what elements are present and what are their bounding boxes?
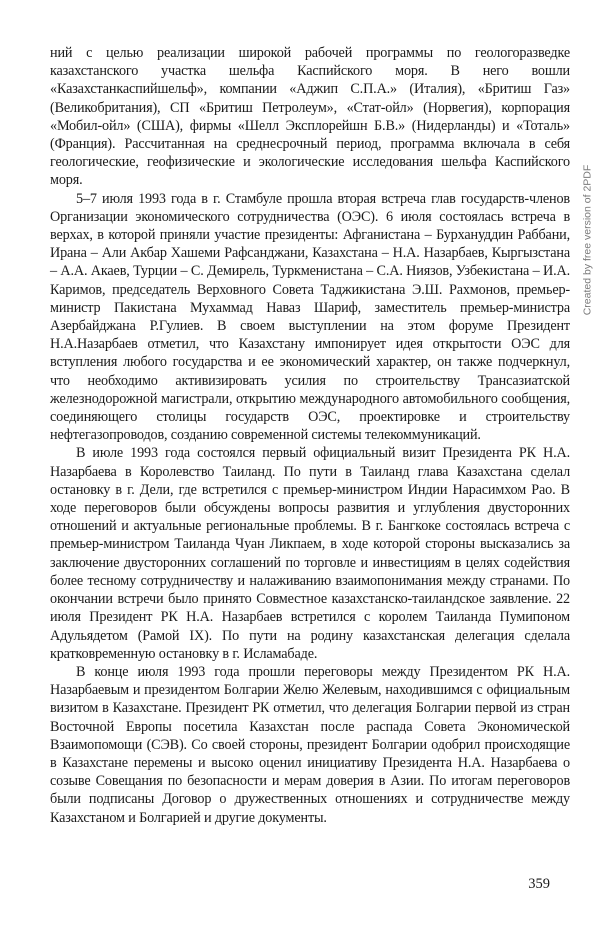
page-number: 359: [528, 876, 550, 892]
paragraph-continuation: ний с целью реализации широкой рабочей программы по геологоразведке казахстанского участка шельфа Каспийского моря. В него вошли «Казахстанкаспийшельф», компании «Аджип С.П.А.» (Италия), «Бритиш Газ» (Великобритания), СП «Бритиш Петролеум», «Стат-ойл» (Норвегия), корпорация «Мобил-ойл» (США), фирмы «Шелл Эксплорейшн Б.В.» (Нидерланды) и «Тоталь» (Франция). Рассчитанная на среднесрочный период, программа включала в себя геологические, геофизические и экологические исследования шельфа Каспийского моря.: [50, 45, 570, 189]
watermark-text: Created by free version of 2PDF: [581, 164, 594, 316]
paragraph-bulgaria-talks: В конце июля 1993 года прошли переговоры между Президентом РК Н.А. Назарбаевым и президентом Болгарии Желю Желевым, находившимся с официальным визитом в Казахстане. Президент РК отметил, что делегация Болгарии первой из стран Восточной Европы посетила Казахстан после распада Совета Экономической Взаимопомощи (СЭВ). Со своей стороны, президент Болгарии одобрил происходящие в Казахстане перемены и высоко оценил инициативу Президента Н.А. Назарбаева о созыве Совещания по безопасности и мерам доверия в Азии. По итогам переговоров были подписаны Договор о дружественных отношениях и сотрудничестве между Казахстаном и Болгарией и другие документы.: [50, 663, 570, 826]
paragraph-thailand-visit: В июле 1993 года состоялся первый официальный визит Президента РК Н.А. Назарбаева в Королевство Таиланд. По пути в Таиланд глава Казахстана сделал остановку в г. Дели, где встретился с премьер-министром Индии Нарасимхом Рао. В ходе переговоров были обсуждены вопросы развития и углубления двусторонних отношений и актуальные региональные проблемы. В г. Бангкоке состоялась встреча с премьер-министром Таиланда Чуан Ликпаем, в ходе которой стороны высказались за заключение двусторонних соглашений по торговле и инвестициям в целях содействия более тесному сотрудничеству и налаживанию взаимопонимания между странами. По окончании встречи было принято Совместное казахстанско-таиландское заявление. 22 июля Президент РК Н.А. Назарбаев встретился с королем Таиланда Пумипоном Адульядетом (Рамой IX). По пути на родину казахстанская делегация сделала кратковременную остановку в г. Исламабаде.: [50, 445, 570, 662]
paragraph-oes-summit: 5–7 июля 1993 года в г. Стамбуле прошла вторая встреча глав государств-членов Организации экономического сотрудничества (ОЭС). 6 июля состоялась встреча в верхах, в которой приняли участие президенты: Афганистана – Бурхануддин Раббани, Ирана – Али Акбар Хашеми Рафсанджани, Казахстана – Н.А. Назарбаев, Кыргызстана – А.А. Акаев, Турции – С. Демирель, Туркменистана – С.А. Ниязов, Узбекистана – И.А. Каримов, председатель Верховного Совета Таджикистана Э.Ш. Рахмонов, премьер-министр Пакистана Мухаммад Наваз Шариф, заместитель премьер-министра Азербайджана Р.Гулиев. В своем выступлении на этом форуме Президент Н.А.Назарбаев отметил, что Казахстану импонирует идея открытости ОЭС для вступления любого государства и ее экономический характер, он также подчеркнул, что необходимо активизировать усилия по строительству Трансазиатской железнодорожной магистрали, открытию международного автомобильного сообщения, соединяющего столицы государств ОЭС, проектировке и строительству нефтегазопроводов, созданию современной системы телекоммуникаций.: [50, 190, 570, 444]
watermark: [580, 140, 594, 340]
page-body: [50, 44, 570, 827]
